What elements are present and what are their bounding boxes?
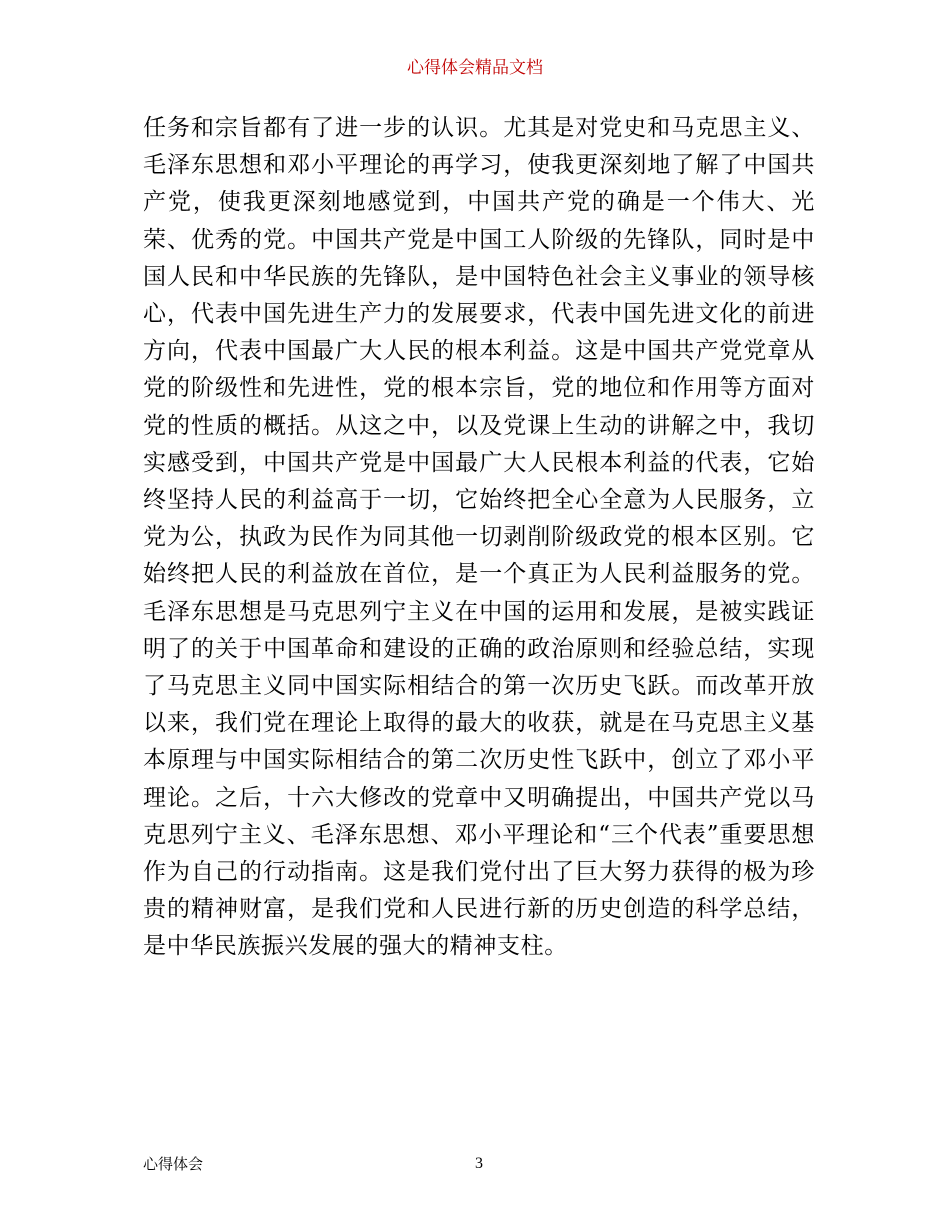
page-number: 3 (475, 1155, 483, 1172)
page-header: 心得体会精品文档 (407, 58, 543, 78)
page-footer (143, 1152, 815, 1176)
body-paragraph: 任务和宗旨都有了进一步的认识。尤其是对党史和马克思主义、毛泽东思想和邓小平理论的再学习，使我更深刻地了解了中国共产党，使我更深刻地感觉到，中国共产党的确是一个伟大、光荣、优秀的党。中国共产党是中国工人阶级的先锋队，同时是中国人民和中华民族的先锋队，是中国特色社会主义事业的领导核心，代表中国先进生产力的发展要求，代表中国先进文化的前进方向，代表中国最广大人民的根本利益。这是中国共产党党章从党的阶级性和先进性，党的根本宗旨，党的地位和作用等方面对党的性质的概括。从这之中，以及党课上生动的讲解之中，我切实感受到，中国共产党是中国最广大人民根本利益的代表，它始终坚持人民的利益高于一切，它始终把全心全意为人民服务，立党为公，执政为民作为同其他一切剥削阶级政党的根本区别。它始终把人民的利益放在首位，是一个真正为人民利益服务的党。毛泽东思想是马克思列宁主义在中国的运用和发展，是被实践证明了的关于中国革命和建设的正确的政治原则和经验总结，实现了马克思主义同中国实际相结合的第一次历史飞跃。而改革开放以来，我们党在理论上取得的最大的收获，就是在马克思主义基本原理与中国实际相结合的第二次历史性飞跃中，创立了邓小平理论。之后，十六大修改的党章中又明确提出，中国共产党以马克思列宁主义、毛泽东思想、邓小平理论和“三个代表”重要思想作为自己的行动指南。这是我们党付出了巨大努力获得的极为珍贵的精神财富，是我们党和人民进行新的历史创造的科学总结，是中华民族振兴发展的强大的精神支柱。 (143, 115, 815, 960)
footer-label: 心得体会 (143, 1155, 204, 1173)
